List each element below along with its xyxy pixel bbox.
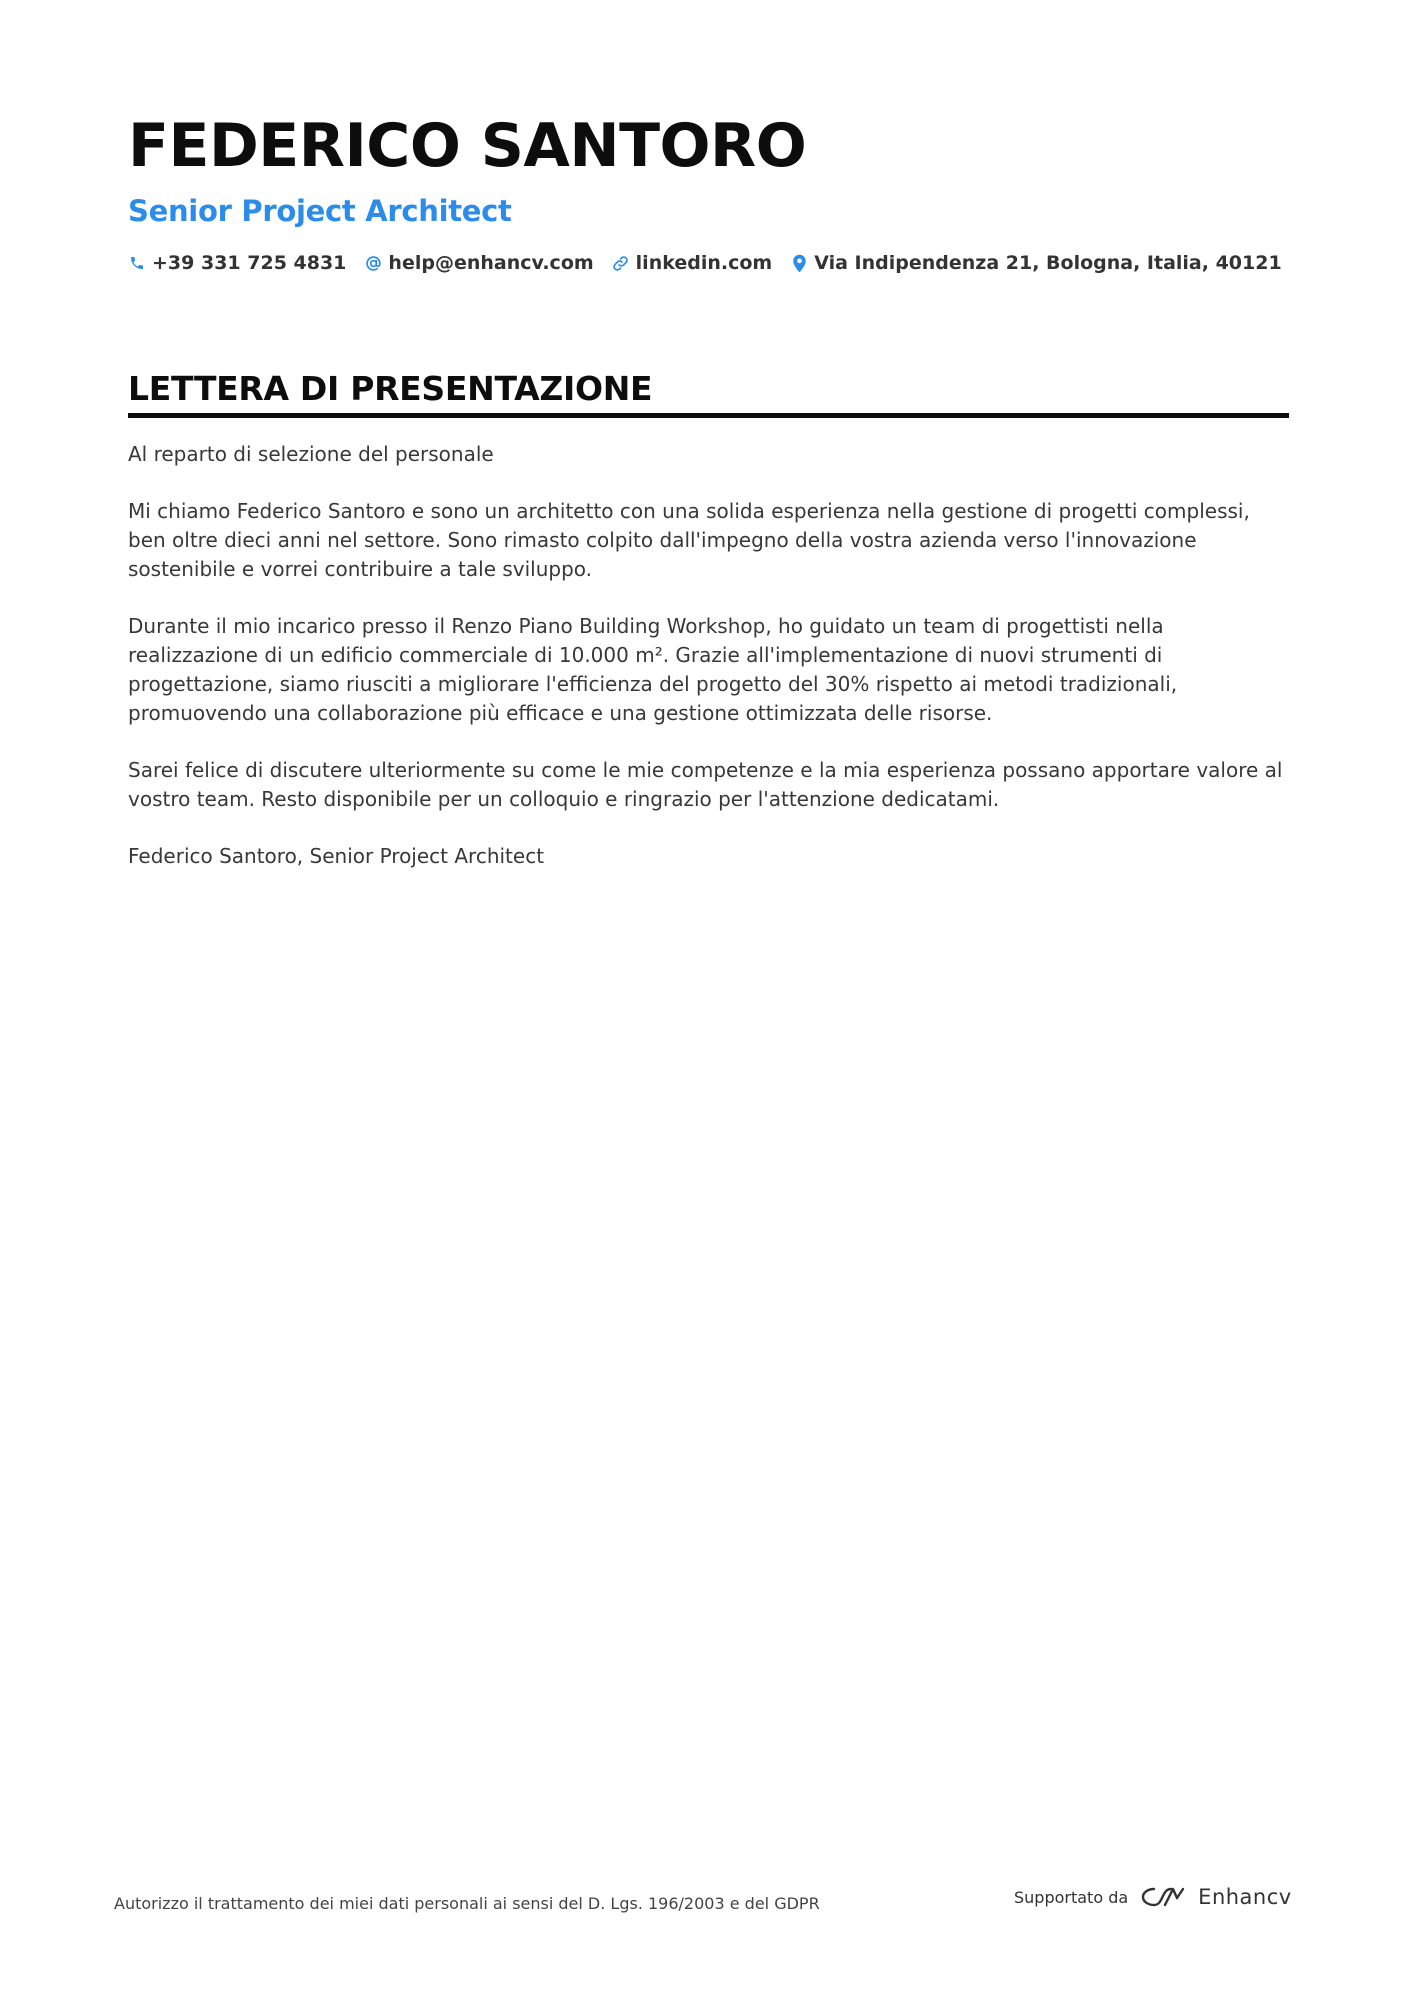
letter-body [128,440,1289,871]
link-text: linkedin.com [635,252,773,274]
contact-phone [128,252,346,274]
phone-icon [128,253,146,273]
powered-by [1014,1884,1292,1910]
letter-greeting: Al reparto di selezione del personale [128,442,494,466]
location-pin-icon [790,253,808,273]
contact-link [612,252,773,274]
contact-address [790,252,1281,274]
contact-bar [128,252,1289,274]
brand-name: Enhancv [1198,1885,1292,1909]
letter-signature: Federico Santoro, Senior Project Architect [128,844,545,868]
letter-content [128,110,1289,899]
section-divider [128,413,1289,418]
letter-paragraph: Mi chiamo Federico Santoro e sono un architetto con una solida esperienza nella gestione di progetti complessi, ben oltre dieci anni nel settore. Sono rimasto colpito dall'impegno della vostra azienda verso l'innovazione sostenibile e vorrei contribuire a tale sviluppo. [128,499,1250,581]
contact-email [364,252,593,274]
candidate-name: FEDERICO SANTORO [128,111,807,181]
link-icon [612,253,630,273]
email-text: help@enhancv.com [388,252,594,274]
address-text: Via Indipendenza 21, Bologna, Italia, 40121 [814,252,1282,274]
at-icon [364,253,382,273]
powered-by-label: Supportato da [1014,1887,1129,1907]
enhancv-logo-icon [1140,1884,1186,1910]
phone-text: +39 331 725 4831 [152,252,347,274]
candidate-role: Senior Project Architect [128,194,512,228]
consent-note: Autorizzo il trattamento dei miei dati personali ai sensi del D. Lgs. 196/2003 e del GDPR [114,1894,820,1913]
letter-paragraph: Sarei felice di discutere ulteriormente su come le mie competenze e la mia esperienza possano apportare valore al vostro team. Resto disponibile per un colloquio e ringrazio per l'attenzione dedicatami. [128,758,1283,811]
section-title: LETTERA DI PRESENTAZIONE [128,369,653,408]
letter-paragraph: Durante il mio incarico presso il Renzo Piano Building Workshop, ho guidato un team di progettisti nella realizzazione di un edificio commerciale di 10.000 m². Grazie all'implementazione di nuovi strumenti di progettazione, siamo riusciti a migliorare l'efficienza del progetto del 30% rispetto ai metodi tradizionali, promuovendo una collaborazione più efficace e una gestione ottimizzata delle risorse. [128,614,1178,725]
